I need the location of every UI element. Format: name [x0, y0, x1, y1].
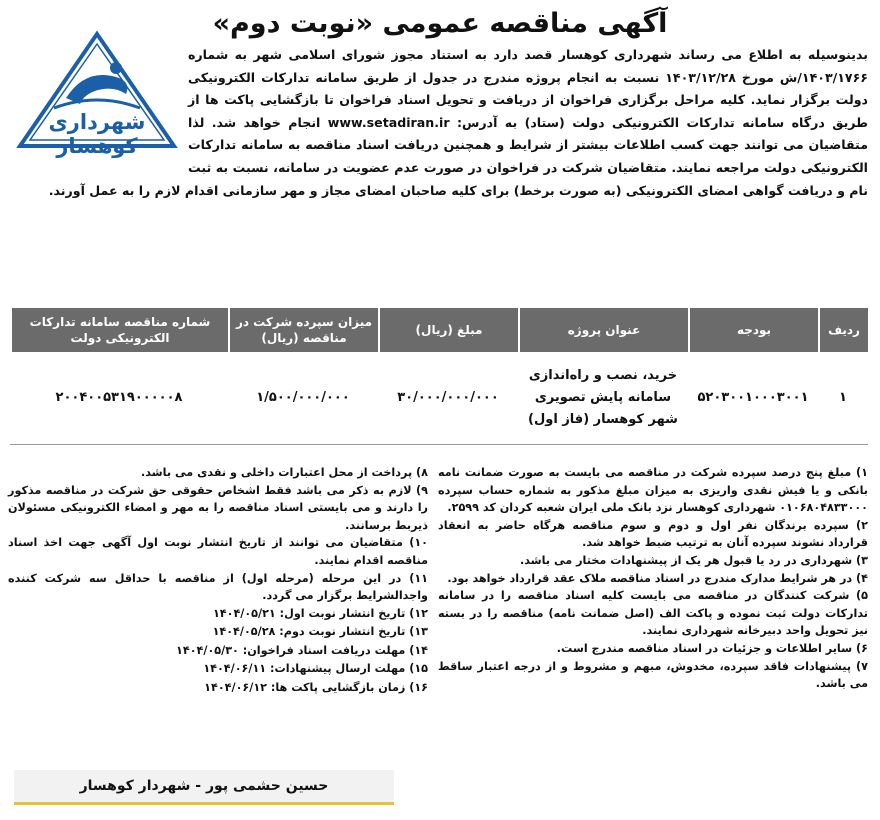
condition-item: ۴) در هر شرایط مدارک مندرج در اسناد مناقصه ملاک عقد قرارداد خواهد بود.: [447, 571, 868, 585]
date-item: ۱۵) مهلت ارسال پیشنهادات: ۱۴۰۴/۰۶/۱۱: [203, 662, 428, 676]
cell-amount: ۳۰/۰۰۰/۰۰۰/۰۰۰: [378, 352, 518, 445]
logo-label: شهرداری کوهسار: [48, 110, 146, 158]
condition-item: ۲) سپرده برندگان نفر اول و دوم و سوم مناقصه هرگاه حاضر به انعقاد قرارداد نشوند سپرده آنان به ترتیب ضبط خواهد شد.: [438, 518, 868, 550]
condition-item: ۱۱) در این مرحله (مرحله اول) از مناقصه با حداقل سه شرکت کننده واجدالشرایط برگزار می گردد.: [8, 571, 428, 603]
date-item: ۱۴) مهلت دریافت اسناد فراخوان: ۱۴۰۴/۰۵/۳۰: [176, 643, 428, 657]
col-header-tender-number: شماره مناقصه سامانه تدارکات الکترونیکی دولت: [10, 308, 228, 352]
cell-project-title: خرید، نصب و راه‌اندازی سامانه پایش تصویری شهر کوهسار (فاز اول): [518, 352, 688, 445]
cell-deposit: ۱/۵۰۰/۰۰۰/۰۰۰: [228, 352, 378, 445]
date-item: ۱۶) زمان بازگشایی پاکت ها: ۱۴۰۴/۰۶/۱۲: [204, 680, 428, 694]
condition-item: ۱۰) متقاضیان می توانند از تاریخ انتشار نوبت اول آگهی جهت اخذ اسناد مناقصه اقدام نمایند.: [8, 536, 428, 567]
condition-item: ۹) لازم به ذکر می باشد فقط اشخاص حقوقی حق شرکت در مناقصه مذکور را دارند و می بایستی اسناد مناقصه را به مهر و امضاء الکترونیکی مسئولان ذیربط برسانند.: [8, 483, 428, 532]
condition-item: ۷) پیشنهادات فاقد سپرده، مخدوش، مبهم و مشروط و از درجه اعتبار ساقط می باشد.: [438, 659, 868, 691]
cell-tender-number: ۲۰۰۴۰۰۵۳۱۹۰۰۰۰۰۸: [10, 352, 228, 445]
condition-item: ۵) شرکت کنندگان در مناقصه می بایست کلیه اسناد مناقصه را در سامانه تدارکات دولت ثبت نموده و پاکت الف (اصل ضمانت نامه) مناقصه را در بسته نیز تحویل واحد دبیرخانه شهرداری نمایند.: [438, 589, 868, 638]
conditions-left-column: [8, 464, 428, 697]
schedule-dates: [8, 605, 428, 698]
table-row: [10, 352, 868, 445]
date-item: ۱۲) تاریخ انتشار نوبت اول: ۱۴۰۴/۰۵/۲۱: [212, 606, 428, 620]
condition-item: ۳) شهرداری در رد یا قبول هر یک از پیشنهادات مختار می باشد.: [519, 553, 868, 567]
condition-item: ۶) سایر اطلاعات و جزئیات در اسناد مناقصه مندرج است.: [556, 641, 868, 655]
intro-paragraph: [8, 44, 868, 202]
intro-text: بدینوسیله به اطلاع می رساند شهرداری کوهسار قصد دارد به استناد مجوز شورای اسلامی شهر به شماره ۱۴۰۳/۱۷۶۶/ش مورخ ۱۴۰۳/۱۲/۲۸ نسبت به انجام پروژه مندرج در جدول از طریق سامانه تدارکات الکترونیکی دولت برگزار نماید. کلیه مراحل برگزاری فراخوان از دریافت و تحویل اسناد فراخوان تا بازگشایی پاکت ها از طریق درگاه سامانه تدارکات الکترونیکی دولت (ستاد) به آدرس: www.setadiran.ir انجام خواهد شد. لذا متقاضیان می توانند جهت کسب اطلاعات بیشتر از شرایط و همچنین دریافت اسناد مناقصه به سامانه تدارکات الکترونیکی دولت مراجعه نمایند. متقاضیان شرکت در فراخوان در صورت عدم عضویت در سامانه، نسبت به ثبت نام و دریافت گواهی امضای الکترونیکی (به صورت برخط) برای کلیه صاحبان امضای مجاز و مهر سازمانی اقدام لازم را به عمل آورند.: [48, 47, 868, 198]
mayor-signature: حسین حشمی پور - شهردار کوهسار: [14, 770, 394, 805]
col-header-deposit: میزان سپرده شرکت در مناقصه (ریال): [228, 308, 378, 352]
table-header-row: [10, 308, 868, 352]
cell-budget: ۵۲۰۳۰۰۱۰۰۰۳۰۰۱: [688, 352, 818, 445]
col-header-row-number: ردیف: [818, 308, 868, 352]
condition-item: ۱) مبلغ پنج درصد سپرده شرکت در مناقصه می بایست به صورت ضمانت نامه بانکی و یا فیش نقدی واریزی به میزان مبلغ مذکور به شماره حساب سپرده ۰۱۰۶۸۰۴۸۳۳۰۰۰ شهرداری کوهسار نزد بانک ملی ایران شعبه کردان کد ۲۵۹۹.: [438, 466, 868, 515]
date-item: ۱۳) تاریخ انتشار نوبت دوم: ۱۴۰۴/۰۵/۲۸: [212, 625, 428, 639]
cell-row-number: ۱: [818, 352, 868, 445]
col-header-budget: بودجه: [688, 308, 818, 352]
col-header-project-title: عنوان پروژه: [518, 308, 688, 352]
col-header-amount: مبلغ (ریال): [378, 308, 518, 352]
condition-item: ۸) پرداخت از محل اعتبارات داخلی و نقدی می باشد.: [140, 466, 428, 479]
conditions-right-column: [438, 464, 868, 693]
tender-table: [10, 308, 868, 445]
notice-title: آگهی مناقصه عمومی «نوبت دوم»: [212, 8, 668, 39]
